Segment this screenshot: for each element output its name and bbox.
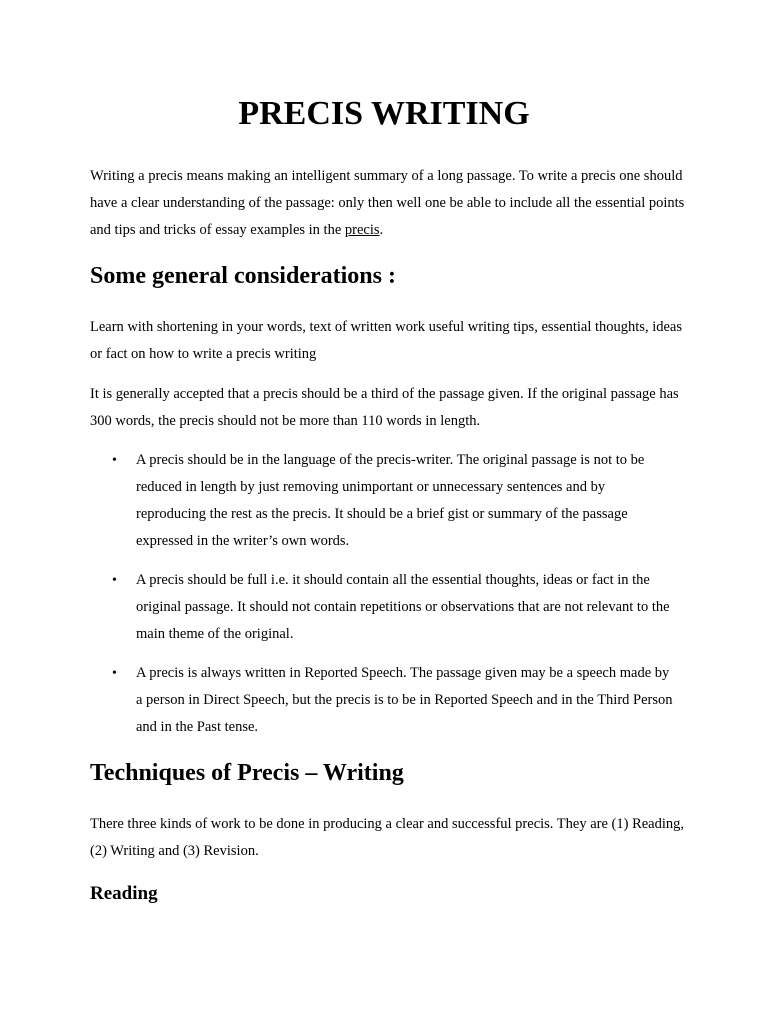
intro-text: Writing a precis means making an intelligent summary of a long passage. To write a precis one should have a clear understanding of the passage: only then well one be able to include all the essential points and tips and tricks of essay examples in the <box>90 168 685 238</box>
bullet-item-reported-speech: A precis is always written in Reported Speech. The passage given may be a speech made by a person in Direct Speech, but the precis is to be in Reported Speech and in the Third Person and in the Past tense. <box>136 665 673 735</box>
intro-end: . <box>379 222 384 238</box>
section-heading-considerations: Some general considerations : <box>90 263 396 289</box>
bullet-marker: • <box>112 453 117 468</box>
bullet-item-full: A precis should be full i.e. it should contain all the essential thoughts, ideas or fact in the original passage. It should not contain repetitions or observations that are not relevant to the main theme of the original. <box>136 572 670 642</box>
precis-link[interactable]: precis <box>344 222 380 238</box>
bullet-marker: • <box>112 666 117 681</box>
paragraph-three-kinds: There three kinds of work to be done in producing a clear and successful precis. They are (1) Reading, (2) Writing and (3) Revision. <box>90 816 685 859</box>
bullet-item-language: A precis should be in the language of the precis-writer. The original passage is not to be reduced in length by just removing unimportant or unnecessary sentences and by reproducing the rest as the precis. It should be a brief gist or summary of the passage expressed in the writer’s own words. <box>136 452 645 549</box>
page-title: PRECIS WRITING <box>238 95 530 132</box>
section-heading-reading: Reading <box>90 883 158 904</box>
bullet-marker: • <box>112 573 117 588</box>
paragraph-third-of-passage: It is generally accepted that a precis should be a third of the passage given. If the original passage has 300 words, the precis should not be more than 110 words in length. <box>90 386 679 429</box>
paragraph-shortening: Learn with shortening in your words, text of written work useful writing tips, essential thoughts, ideas or fact on how to write a precis writing <box>90 319 682 362</box>
section-heading-techniques: Techniques of Precis – Writing <box>90 760 404 786</box>
intro-paragraph <box>90 163 690 244</box>
